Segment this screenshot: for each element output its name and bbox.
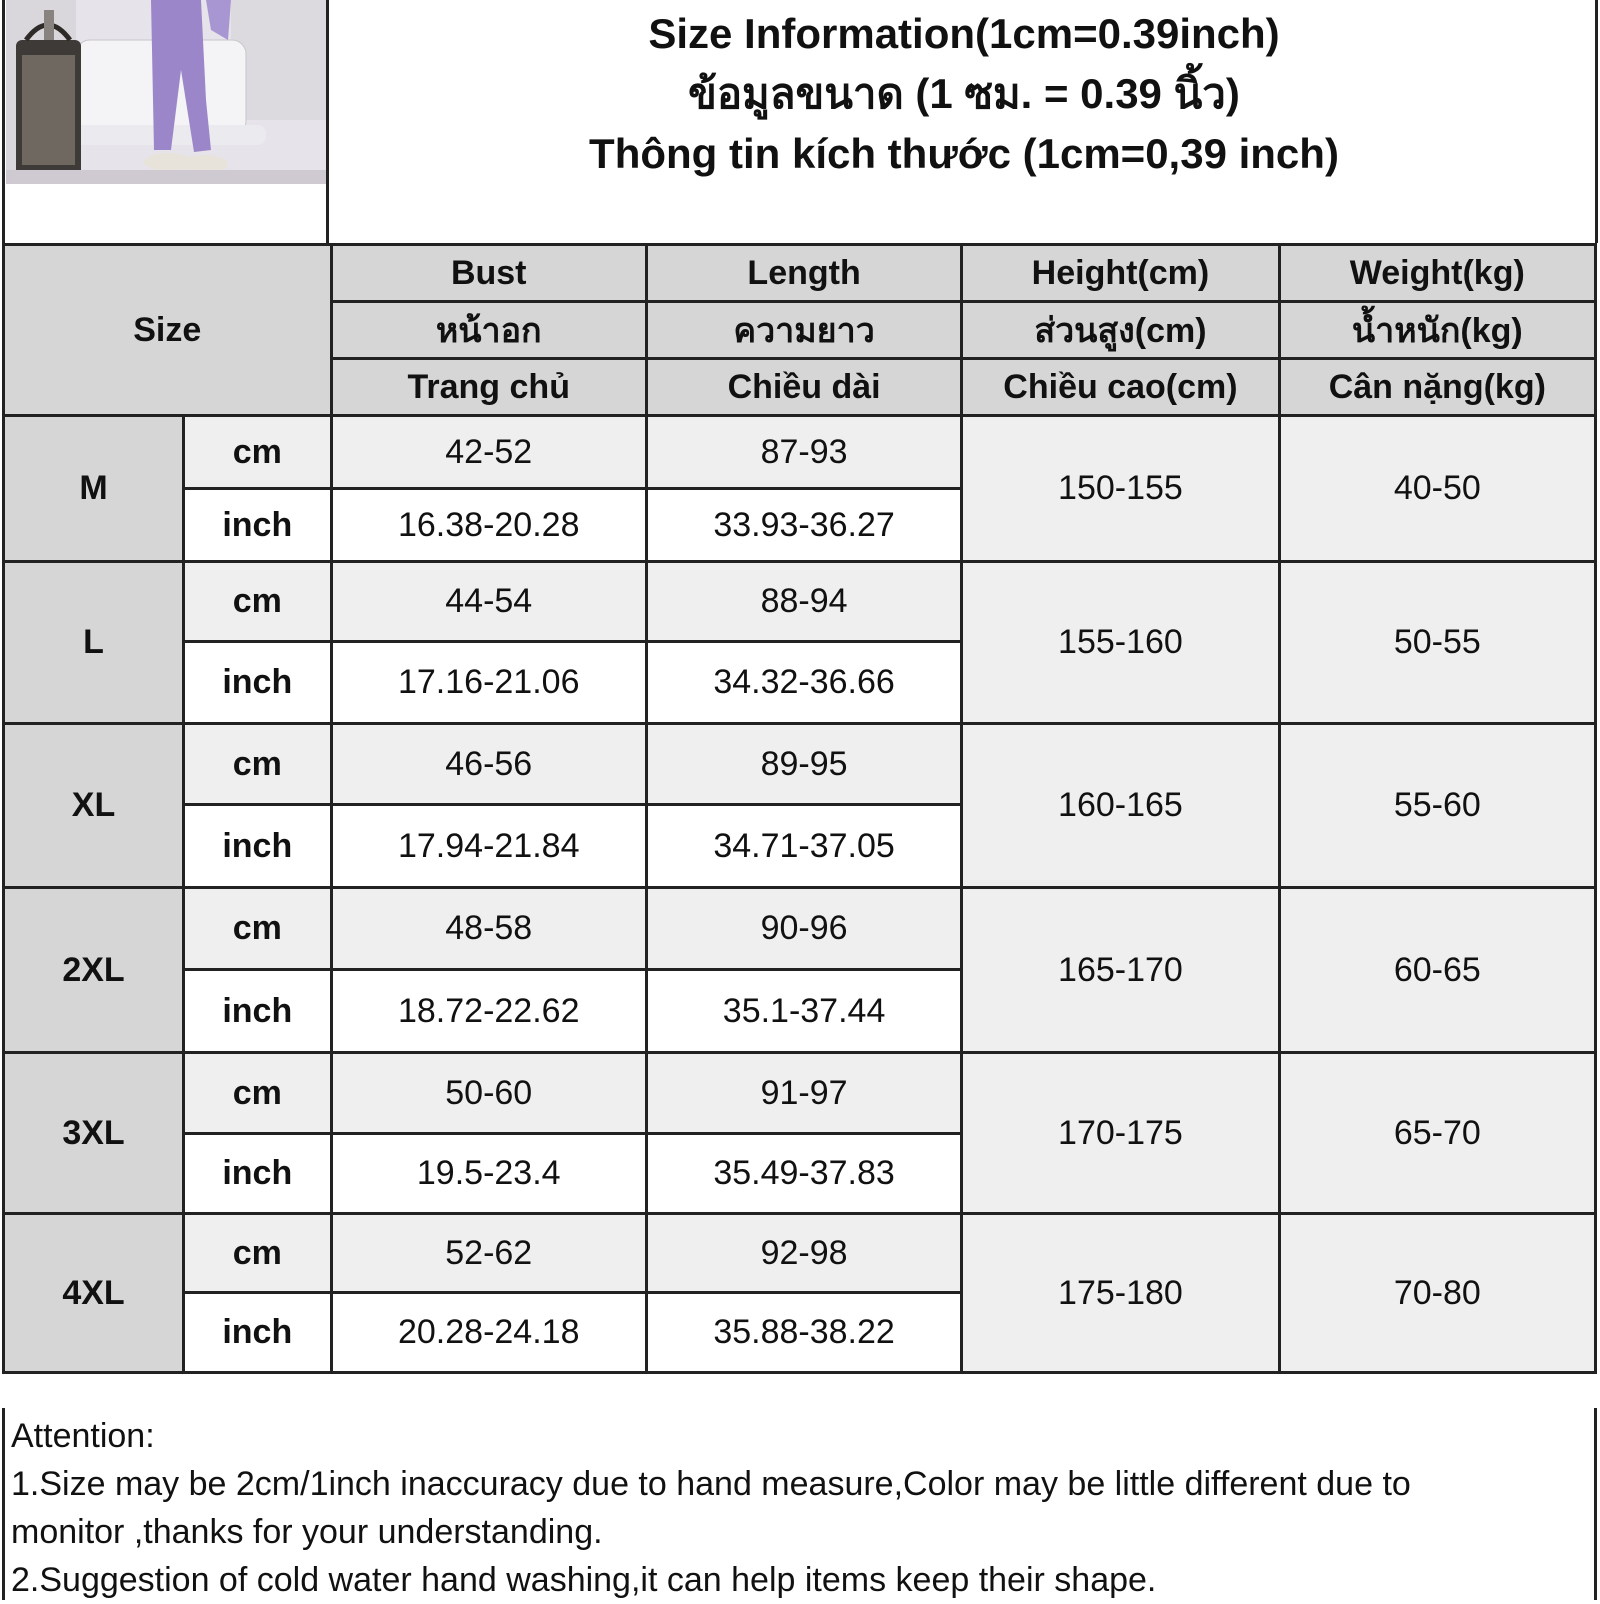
- bust-inch-cell: 17.16-21.06: [331, 642, 646, 724]
- unit-inch: inch: [184, 489, 332, 562]
- size-label: 2XL: [4, 888, 184, 1053]
- weight-header-en: Weight(kg): [1279, 245, 1595, 302]
- unit-inch: inch: [184, 1134, 332, 1214]
- height-cell: 160-165: [962, 724, 1279, 888]
- attention-notes: [2, 1408, 1597, 1600]
- notes-line-3: 2.Suggestion of cold water hand washing,it can help items keep their shape.: [11, 1561, 1157, 1599]
- unit-cm: cm: [184, 724, 332, 805]
- bust-inch-cell: 19.5-23.4: [331, 1134, 646, 1214]
- header-section: [0, 0, 1600, 245]
- unit-inch: inch: [184, 642, 332, 724]
- bust-cm-cell: 52-62: [331, 1214, 646, 1293]
- length-inch-cell: 34.71-37.05: [646, 805, 961, 888]
- bust-inch-cell: 16.38-20.28: [331, 489, 646, 562]
- length-cm-cell: 88-94: [646, 562, 961, 642]
- product-photo-illustration: [6, 0, 326, 184]
- height-cell: 165-170: [962, 888, 1279, 1053]
- title-english: Size Information(1cm=0.39inch): [648, 10, 1280, 57]
- length-cm-cell: 91-97: [646, 1053, 961, 1134]
- bust-header-en: Bust: [331, 245, 646, 302]
- weight-cell: 60-65: [1279, 888, 1595, 1053]
- title-vietnamese: Thông tin kích thước (1cm=0,39 inch): [589, 130, 1339, 177]
- table-row: [4, 416, 1596, 489]
- length-header-en: Length: [646, 245, 961, 302]
- unit-cm: cm: [184, 1053, 332, 1134]
- height-header-vi: Chiều cao(cm): [962, 359, 1279, 416]
- height-cell: 170-175: [962, 1053, 1279, 1214]
- notes-heading: Attention:: [11, 1417, 155, 1455]
- bust-inch-cell: 17.94-21.84: [331, 805, 646, 888]
- table-row: [4, 1214, 1596, 1293]
- product-photo: [6, 0, 326, 184]
- unit-cm: cm: [184, 888, 332, 970]
- size-table: [2, 243, 1597, 1374]
- size-label: 4XL: [4, 1214, 184, 1373]
- notes-line-1: 1.Size may be 2cm/1inch inaccuracy due to hand measure,Color may be little different due to: [11, 1465, 1411, 1503]
- unit-cm: cm: [184, 416, 332, 489]
- weight-header-vi: Cân nặng(kg): [1279, 359, 1595, 416]
- notes-line-2: monitor ,thanks for your understanding.: [11, 1513, 603, 1551]
- size-label: 3XL: [4, 1053, 184, 1214]
- length-cm-cell: 92-98: [646, 1214, 961, 1293]
- size-label: M: [4, 416, 184, 562]
- weight-cell: 55-60: [1279, 724, 1595, 888]
- length-cm-cell: 89-95: [646, 724, 961, 805]
- table-row: [4, 724, 1596, 805]
- bust-cm-cell: 46-56: [331, 724, 646, 805]
- height-cell: 175-180: [962, 1214, 1279, 1373]
- bust-header-vi: Trang chủ: [331, 359, 646, 416]
- weight-header-th: น้ำหนัก(kg): [1279, 302, 1595, 359]
- bust-inch-cell: 18.72-22.62: [331, 970, 646, 1053]
- length-header-vi: Chiều dài: [646, 359, 961, 416]
- weight-cell: 65-70: [1279, 1053, 1595, 1214]
- length-inch-cell: 33.93-36.27: [646, 489, 961, 562]
- length-inch-cell: 35.1-37.44: [646, 970, 961, 1053]
- weight-cell: 40-50: [1279, 416, 1595, 562]
- bust-cm-cell: 48-58: [331, 888, 646, 970]
- bust-cm-cell: 50-60: [331, 1053, 646, 1134]
- weight-cell: 50-55: [1279, 562, 1595, 724]
- unit-inch: inch: [184, 970, 332, 1053]
- bust-header-th: หน้าอก: [331, 302, 646, 359]
- size-label: L: [4, 562, 184, 724]
- unit-cm: cm: [184, 562, 332, 642]
- bust-inch-cell: 20.28-24.18: [331, 1293, 646, 1373]
- bust-cm-cell: 44-54: [331, 562, 646, 642]
- length-inch-cell: 35.49-37.83: [646, 1134, 961, 1214]
- title-block: [332, 0, 1596, 243]
- table-row: [4, 562, 1596, 642]
- unit-inch: inch: [184, 805, 332, 888]
- unit-cm: cm: [184, 1214, 332, 1293]
- unit-inch: inch: [184, 1293, 332, 1373]
- length-inch-cell: 35.88-38.22: [646, 1293, 961, 1373]
- right-border: [1595, 0, 1598, 243]
- height-header-en: Height(cm): [962, 245, 1279, 302]
- height-cell: 155-160: [962, 562, 1279, 724]
- height-cell: 150-155: [962, 416, 1279, 562]
- title-thai: ข้อมูลขนาด (1 ซม. = 0.39 นิ้ว): [688, 70, 1240, 117]
- length-cm-cell: 90-96: [646, 888, 961, 970]
- size-column-header: Size: [4, 245, 332, 416]
- table-row: [4, 888, 1596, 970]
- height-header-th: ส่วนสูง(cm): [962, 302, 1279, 359]
- length-inch-cell: 34.32-36.66: [646, 642, 961, 724]
- size-label: XL: [4, 724, 184, 888]
- length-header-th: ความยาว: [646, 302, 961, 359]
- bust-cm-cell: 42-52: [331, 416, 646, 489]
- length-cm-cell: 87-93: [646, 416, 961, 489]
- table-row: [4, 1053, 1596, 1134]
- weight-cell: 70-80: [1279, 1214, 1595, 1373]
